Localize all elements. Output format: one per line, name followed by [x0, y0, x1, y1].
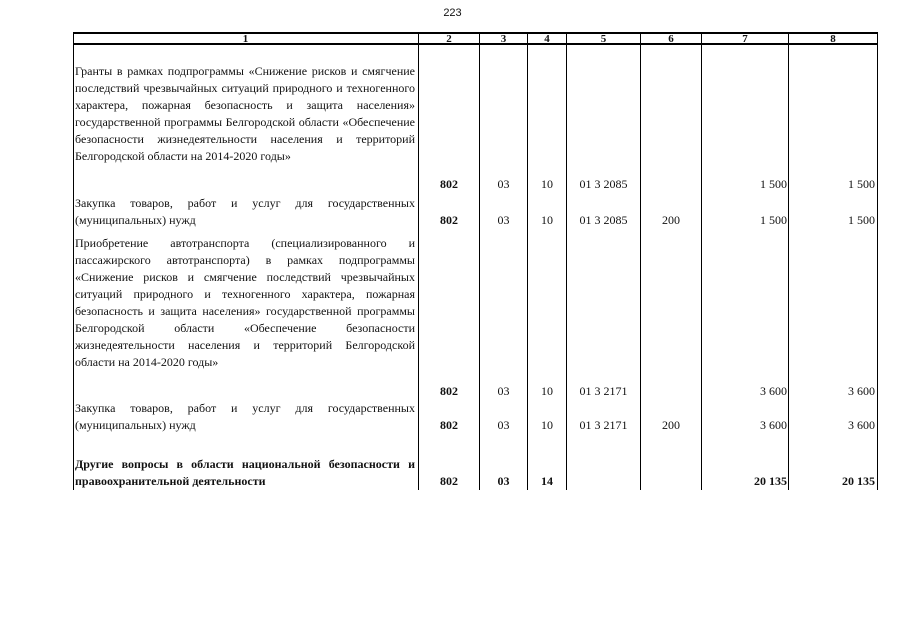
cell-amount-total: 20 135: [842, 474, 875, 488]
cell-target-article: 01 3 2171: [579, 384, 628, 398]
cell-section: 03: [497, 213, 510, 227]
cell-section: 03: [497, 384, 510, 398]
header-col-7: 7: [742, 33, 748, 45]
cell-amount: 1 500: [760, 213, 787, 227]
cell-amount-total: 3 600: [848, 418, 875, 432]
cell-expense-type: 200: [662, 418, 680, 432]
cell-subsection: 14: [541, 474, 553, 488]
cell-amount-total: 1 500: [848, 177, 875, 191]
table-header: [73, 32, 878, 45]
row-description: Закупка товаров, работ и услуг для государственных (муниципальных) нужд: [75, 196, 415, 227]
cell-target-article: 01 3 2085: [579, 177, 628, 191]
header-col-4: 4: [544, 33, 550, 45]
cell-admin-code: 802: [440, 213, 458, 227]
cell-amount: 3 600: [760, 384, 787, 398]
cell-admin-code: 802: [440, 418, 458, 432]
header-col-8: 8: [830, 33, 836, 45]
row-description: Закупка товаров, работ и услуг для государственных (муниципальных) нужд: [75, 401, 415, 432]
cell-admin-code: 802: [440, 177, 458, 191]
row-description: Другие вопросы в области национальной безопасности и правоохранительной деятельности: [75, 457, 415, 488]
header-col-2: 2: [446, 33, 452, 45]
cell-admin-code: 802: [440, 474, 458, 488]
cell-expense-type: 200: [662, 213, 680, 227]
header-col-5: 5: [600, 33, 607, 45]
cell-section: 03: [497, 474, 510, 488]
cell-subsection: 10: [541, 177, 553, 191]
cell-amount: 20 135: [754, 474, 787, 488]
cell-subsection: 10: [541, 418, 553, 432]
cell-subsection: 10: [541, 384, 553, 398]
cell-amount: 3 600: [760, 418, 787, 432]
cell-target-article: 01 3 2171: [579, 418, 628, 432]
row-description: Приобретение автотранспорта (специализированного и пассажирского автотранспорта) в рамках подпрограммы «Снижение рисков и смягчение последствий чрезвычайных ситуаций природного и техногенного характера, пожарная безопасность и защита населения» государственной программы Белгородской области «Обеспечение безопасности жизнедеятельности населения и территорий Белгородской области на 2014-2020 годы»: [75, 236, 415, 369]
page-number: 223: [443, 7, 462, 19]
header-col-6: 6: [668, 33, 674, 45]
cell-amount-total: 3 600: [848, 384, 875, 398]
cell-amount: 1 500: [760, 177, 787, 191]
cell-section: 03: [497, 418, 510, 432]
cell-section: 03: [497, 177, 510, 191]
header-col-3: 3: [500, 33, 507, 45]
cell-admin-code: 802: [440, 384, 458, 398]
row-description: Гранты в рамках подпрограммы «Снижение рисков и смягчение последствий чрезвычайных ситуаций природного и техногенного характера, пожарная безопасность и защита населения» государственной программы Белгородской области «Обеспечение безопасности жизнедеятельности населения и территорий Белгородской области на 2014-2020 годы»: [75, 64, 415, 163]
header-col-1: 1: [242, 33, 249, 45]
cell-amount-total: 1 500: [848, 213, 875, 227]
cell-subsection: 10: [541, 213, 553, 227]
cell-target-article: 01 3 2085: [579, 213, 628, 227]
budget-table: [73, 32, 878, 490]
